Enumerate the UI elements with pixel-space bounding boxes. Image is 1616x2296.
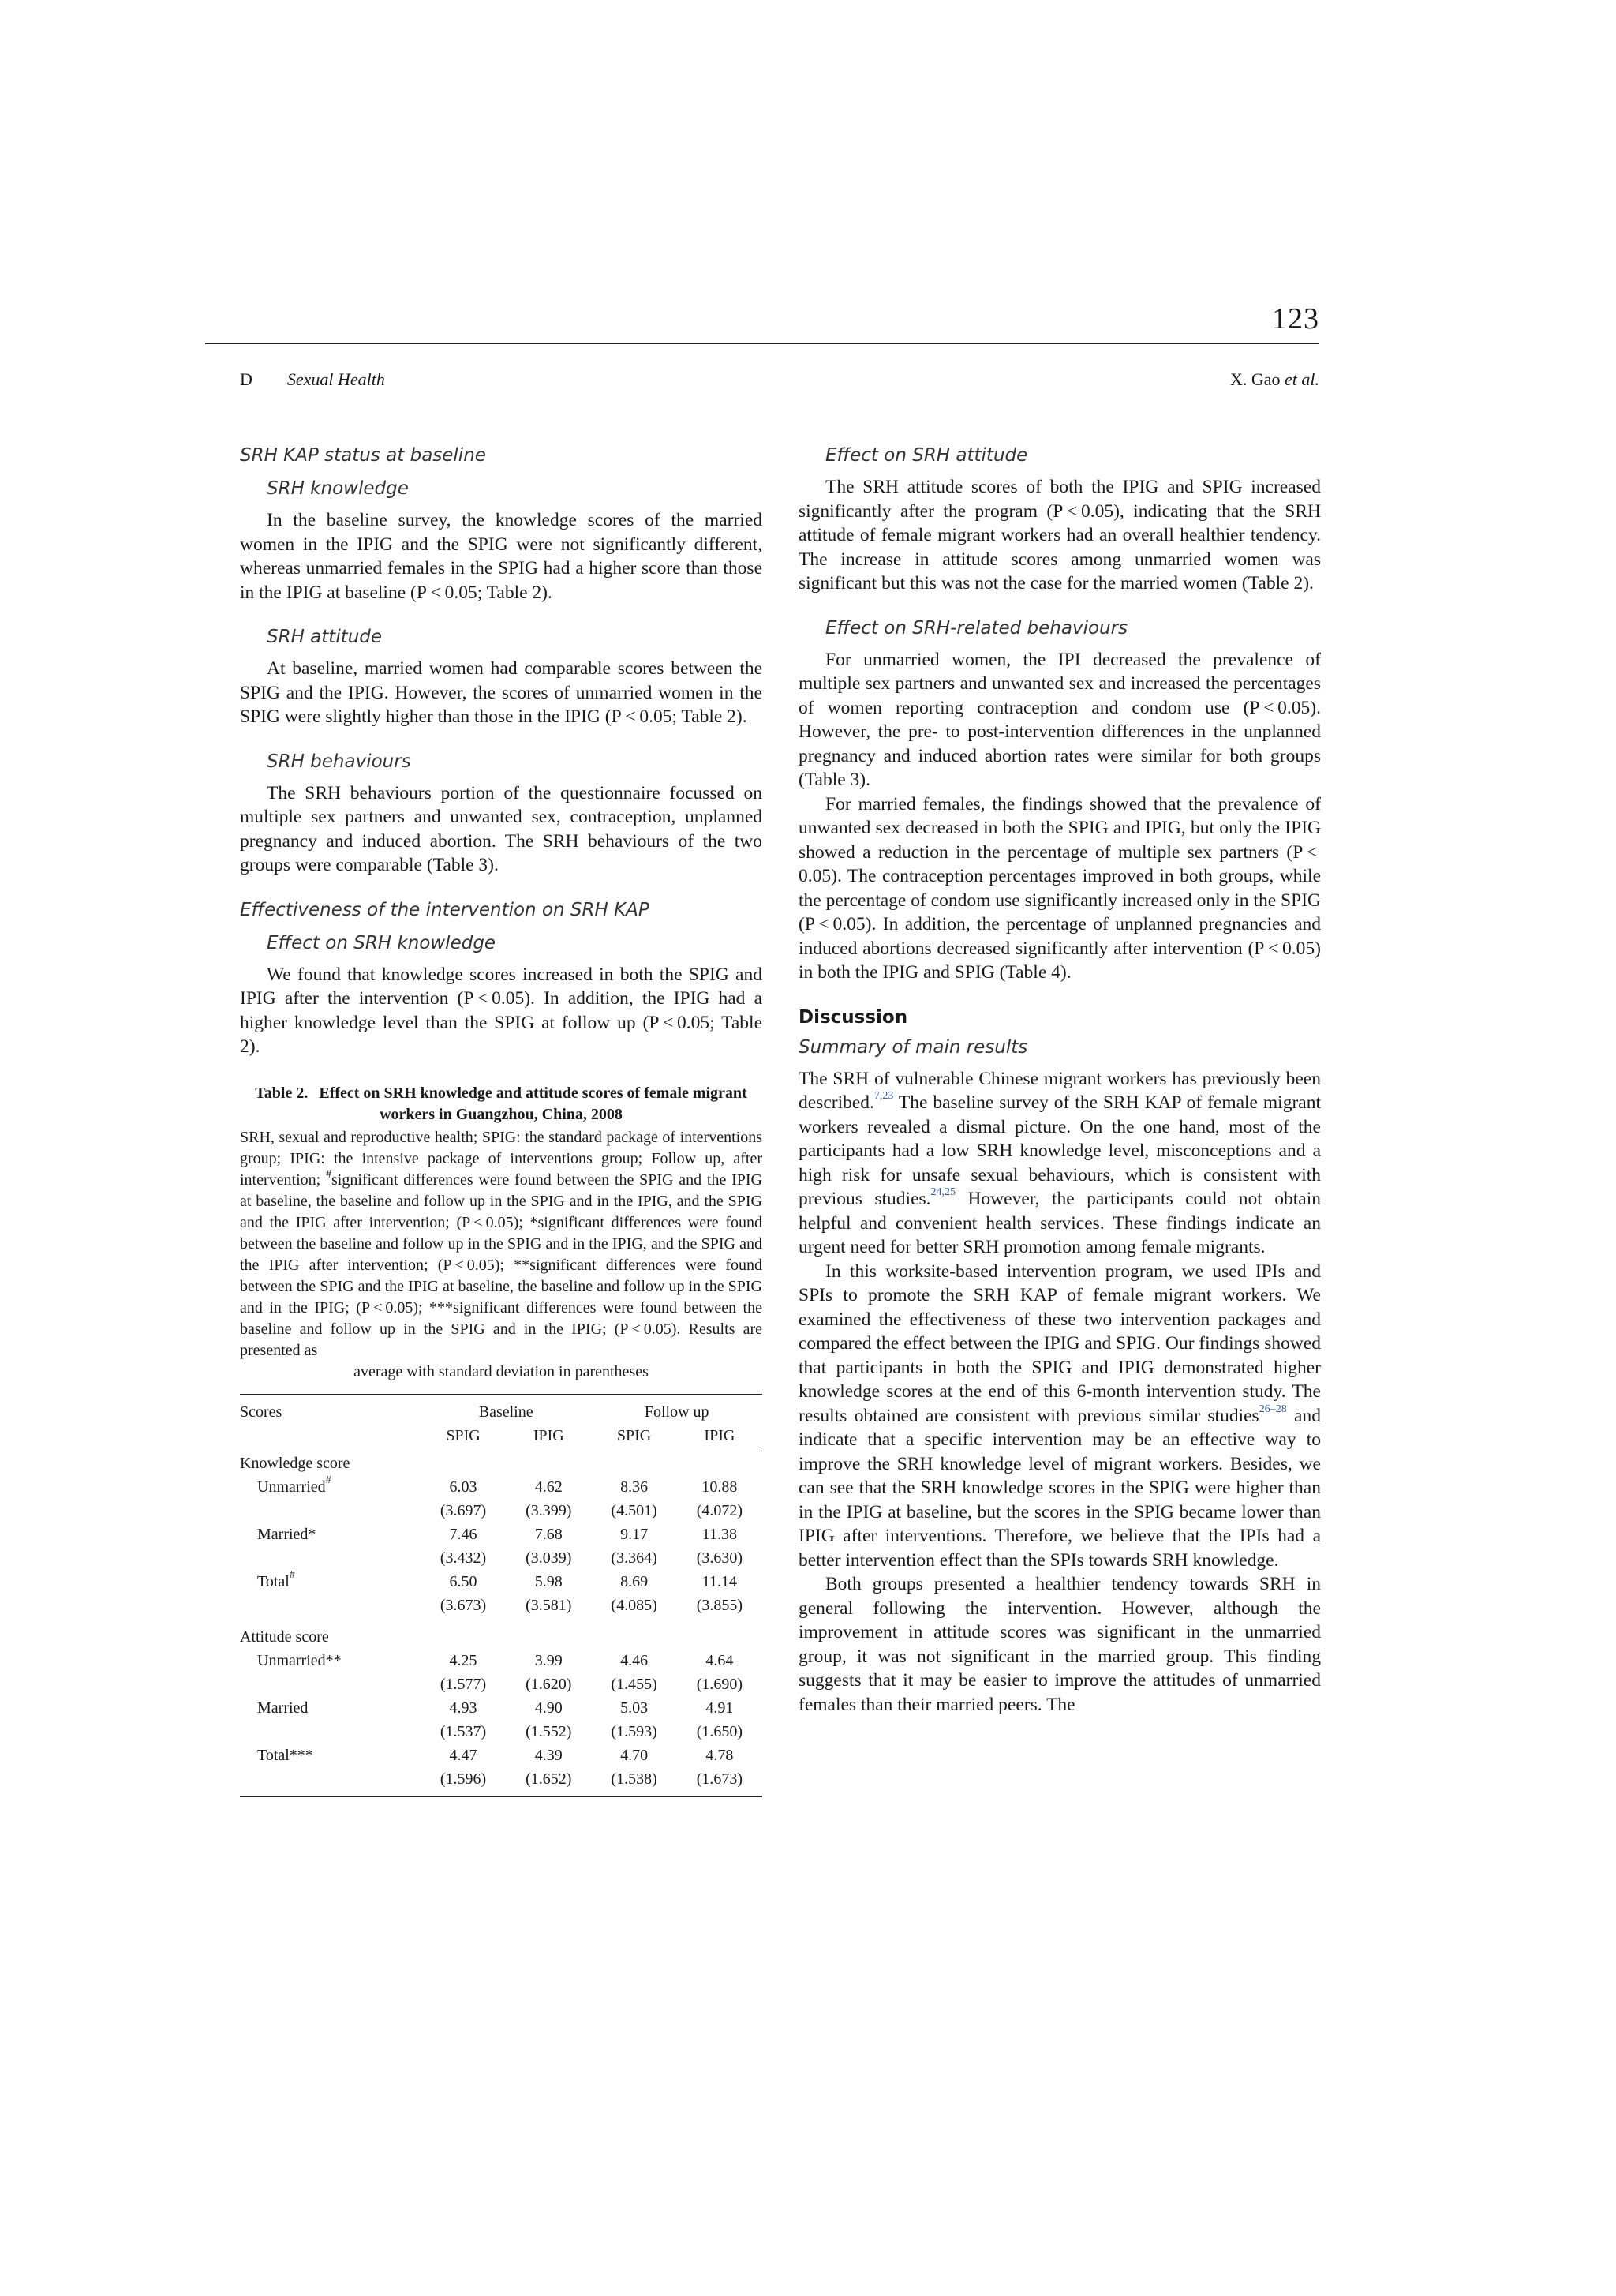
section-heading: Discussion	[799, 1006, 908, 1028]
table-row	[240, 1475, 762, 1499]
column-header: IPIG	[677, 1424, 762, 1451]
paragraph: Both groups presented a healthier tendency towards SRH in general following the intervention. However, although the improvement in attitude scores was significant in the unmarried group, it was not significant in the married group. This finding suggests that it may be easier to improve the attitudes of unmarried females than their married peers. The	[799, 1574, 1321, 1715]
table-cell-sd: (3.039)	[526, 1549, 572, 1567]
row-label-text: Total***	[257, 1746, 313, 1764]
row-label-text: Unmarried**	[257, 1651, 342, 1669]
empty-cell	[240, 1499, 421, 1523]
table-cell-sd: (3.855)	[696, 1596, 743, 1614]
table-row	[240, 1570, 762, 1594]
table-cell-value: 9.17	[620, 1525, 649, 1543]
author-suffix: et al.	[1285, 369, 1319, 389]
table-cell-value: 7.68	[534, 1525, 563, 1543]
table-row-sd	[240, 1594, 762, 1617]
paragraph: The SRH behaviours portion of the questionnaire focussed on multiple sex partners and unwanted sex, contraception, unplanned pregnancy and induced abortion. The SRH behaviours of the two groups were comparable (Table 3).	[240, 782, 762, 875]
paragraph: In this worksite-based intervention program, we used IPIs and SPIs to promote the SRH KAP of female migrant workers. We examined the effectiveness of these two intervention packages and compared the effect between the IPIG and SPIG. Our findings showed that participants in both the SPIG and IPIG demonstrated higher knowledge scores at the end of this 6-month intervention study. The results obtained are consistent with previous similar studies$^{26-28}$ and indicate that a specific intervention may be an effective way to improve the SRH knowledge level of migrant workers. Besides, we can see that the SRH knowledge scores in the SPIG were higher than in the IPIG at baseline, but the scores in the SPIG became lower than IPIG after interventions. Therefore, we believe that the IPIs had a better intervention effect than the SPIs towards SRH knowledge.	[799, 1260, 1321, 1571]
row-label	[240, 1649, 421, 1672]
table-cell-value: 8.69	[620, 1572, 649, 1590]
table-cell-sd: (1.650)	[696, 1722, 743, 1740]
table-cell-sd: (3.399)	[526, 1501, 572, 1519]
table-row	[240, 1649, 762, 1672]
paragraph: We found that knowledge scores increased in both the SPIG and IPIG after the intervention (P < 0.05). In addition, the IPIG had a higher knowledge level than the SPIG at follow up (P < 0.05; Table 2).	[240, 964, 762, 1057]
table-cell-sd: (1.455)	[611, 1675, 657, 1693]
column-header: SPIG	[421, 1424, 506, 1451]
paragraph: For married females, the findings showed that the prevalence of unwanted sex decreased in both the SPIG and IPIG, but only the IPIG showed a reduction in the percentage of multiple sex partners (P < 0.05). The contraception percentages improved in both groups, while the percentage of condom use significantly increased only in the SPIG (P < 0.05). In addition, the percentage of unplanned pregnancies and induced abortions decreased significantly after intervention (P < 0.05) in both the IPIG and SPIG (Table 4).	[799, 793, 1321, 983]
table-row	[240, 1744, 762, 1767]
row-label-text: Total	[257, 1572, 290, 1590]
row-label	[240, 1570, 421, 1594]
paragraph: The SRH attitude scores of both the IPIG and SPIG increased significantly after the program (P < 0.05), indicating that the SRH attitude of female migrant workers had an overall healthier tendency. The increase in attitude scores among unmarried women was significant but this was not the case for the married women (Table 2).	[799, 477, 1321, 594]
table-cell-value: 4.70	[620, 1746, 649, 1764]
section-heading: SRH KAP status at baseline	[240, 445, 486, 466]
citation[interactable]: 24,25	[930, 1186, 956, 1198]
table-row-sd	[240, 1499, 762, 1523]
table-cell-sd: (3.673)	[440, 1596, 487, 1614]
table-cell-sd: (3.432)	[440, 1549, 487, 1567]
table-cell-value: 4.64	[705, 1651, 734, 1669]
table-cell-sd: (4.085)	[611, 1596, 657, 1614]
table-cell-value: 4.46	[620, 1651, 649, 1669]
row-label-text: Unmarried	[257, 1478, 326, 1496]
row-label	[240, 1744, 421, 1767]
row-label	[240, 1475, 421, 1499]
table-cell-value: 4.25	[449, 1651, 477, 1669]
subsection-heading: Effect on SRH knowledge	[267, 932, 496, 953]
table-row-sd	[240, 1767, 762, 1796]
table-cell-value: 4.47	[449, 1746, 477, 1764]
table-body	[240, 1451, 762, 1796]
running-head	[240, 369, 1319, 390]
empty-cell	[240, 1672, 421, 1696]
running-head-right	[1230, 369, 1319, 390]
row-mark: #	[289, 1568, 295, 1581]
table-cell-sd: (1.593)	[611, 1722, 657, 1740]
table-cell-sd: (3.630)	[696, 1549, 743, 1567]
subsection-heading: Effect on SRH-related behaviours	[825, 617, 1128, 639]
table-cell-value: 4.78	[705, 1746, 734, 1764]
column-group-header: Follow up	[591, 1395, 762, 1424]
citation[interactable]: 7,23	[873, 1090, 894, 1102]
table-cell-value: 10.88	[701, 1478, 738, 1496]
subsection-heading: SRH behaviours	[267, 751, 411, 772]
table-title: Table 2. Effect on SRH knowledge and attitude scores of female migrant workers in Guangzhou, China, 2008	[255, 1084, 747, 1123]
table-cell-value: 8.36	[620, 1478, 649, 1496]
table-notes: SRH, sexual and reproductive health; SPIG: the standard package of interventions group; IPIG: the intensive package of interventions group; Follow up, after intervention; #significant differences were found between the SPIG and the IPIG at baseline, the baseline and follow up in the SPIG and in the IPIG, and the SPIG and the IPIG after intervention; (P < 0.05); *significant differences were found between the baseline and follow up in the SPIG and in the IPIG, and the SPIG and the IPIG after intervention; (P < 0.05); **significant differences were found between the SPIG and the IPIG at baseline, the baseline and follow up in the SPIG and in the IPIG; (P < 0.05); ***significant differences were found between the baseline and follow up in the SPIG and in the IPIG; (P < 0.05). Results are presented as	[240, 1128, 762, 1359]
empty-cell	[240, 1720, 421, 1744]
table-row-sd	[240, 1720, 762, 1744]
table-cell-sd: (3.364)	[611, 1549, 657, 1567]
table-row-sd	[240, 1546, 762, 1570]
table-cell-value: 11.14	[701, 1572, 737, 1590]
results-table	[240, 1394, 762, 1797]
table-cell-value: 6.03	[449, 1478, 477, 1496]
row-label-text: Married	[257, 1699, 309, 1717]
table-cell-value: 11.38	[701, 1525, 737, 1543]
table-cell-sd: (1.690)	[696, 1675, 743, 1693]
table-cell-sd: (3.697)	[440, 1501, 487, 1519]
table-cell-sd: (4.501)	[611, 1501, 657, 1519]
table-cell-value: 5.03	[620, 1699, 649, 1717]
row-group-label: Attitude score	[240, 1627, 329, 1646]
table-cell-value: 7.46	[449, 1525, 477, 1543]
table-cell-sd: (1.596)	[421, 1767, 506, 1796]
row-group-label: Knowledge score	[240, 1454, 350, 1472]
row-label	[240, 1696, 421, 1720]
column-header: Scores	[240, 1395, 421, 1424]
row-label-text: Married*	[257, 1525, 316, 1543]
table-row	[240, 1523, 762, 1546]
paragraph: For unmarried women, the IPI decreased the prevalence of multiple sex partners and unwanted sex and increased the percentages of women reporting contraception and condom use (P < 0.05). However, the pre- to post-intervention differences in the unplanned pregnancy and induced abortion rates were similar for both groups (Table 3).	[799, 649, 1321, 790]
paragraph: The SRH of vulnerable Chinese migrant workers has previously been described.$^{7,23}$ The baseline survey of the SRH KAP of female migrant workers revealed a dismal picture. On the one hand, most of the participants had a low SRH knowledge level, misconceptions and a high risk for unsafe sexual behaviours, which is consistent with previous studies.$^{24,25}$ However, the participants could not obtain helpful and convenient health services. These findings indicate an urgent need for better SRH promotion among female migrants.	[799, 1068, 1321, 1257]
table-row	[240, 1696, 762, 1720]
subsection-heading: Effect on SRH attitude	[825, 445, 1028, 466]
table-cell-value: 4.62	[534, 1478, 563, 1496]
row-mark: #	[325, 1474, 331, 1486]
table-notes-end: average with standard deviation in parentheses	[354, 1362, 649, 1380]
table-cell-sd: (1.652)	[506, 1767, 591, 1796]
top-rule	[205, 343, 1319, 344]
column-header: IPIG	[506, 1424, 591, 1451]
table-cell-value: 4.93	[449, 1699, 477, 1717]
paragraph: In the baseline survey, the knowledge scores of the married women in the IPIG and the SPIG were not significantly different, whereas unmarried females in the SPIG had a higher score than those in the IPIG at baseline (P < 0.05; Table 2).	[240, 510, 762, 603]
empty-cell	[240, 1767, 421, 1796]
right-column	[799, 442, 1321, 1717]
table-cell-value: 4.90	[534, 1699, 563, 1717]
column-header: SPIG	[591, 1424, 676, 1451]
page-number: 123	[1272, 302, 1319, 335]
subsection-heading: Summary of main results	[799, 1036, 1028, 1058]
table-cell-value: 6.50	[449, 1572, 477, 1590]
table-cell-sd: (1.673)	[677, 1767, 762, 1796]
section-heading: Effectiveness of the intervention on SRH KAP	[240, 899, 649, 920]
subsection-heading: SRH knowledge	[267, 478, 409, 499]
column-group-header: Baseline	[421, 1395, 592, 1424]
table-caption	[240, 1083, 762, 1383]
table-cell-sd: (3.581)	[526, 1596, 572, 1614]
table-cell-value: 4.91	[705, 1699, 734, 1717]
left-column	[240, 442, 762, 1797]
table-cell-sd: (1.552)	[526, 1722, 572, 1740]
running-head-left	[240, 369, 385, 390]
table-cell-value: 3.99	[534, 1651, 563, 1669]
table-cell-value: 5.98	[534, 1572, 563, 1590]
table-cell-sd: (1.538)	[591, 1767, 676, 1796]
table-cell-sd: (1.577)	[440, 1675, 487, 1693]
table-row-sd	[240, 1672, 762, 1696]
paragraph: At baseline, married women had comparable scores between the SPIG and the IPIG. However, the scores of unmarried women in the SPIG were slightly higher than those in the IPIG (P < 0.05; Table 2).	[240, 658, 762, 727]
subsection-heading: SRH attitude	[267, 627, 383, 647]
table-cell-sd: (4.072)	[696, 1501, 743, 1519]
table-cell-sd: (1.537)	[440, 1722, 487, 1740]
table-cell-value: 4.39	[534, 1746, 563, 1764]
citation[interactable]: 26–28	[1259, 1403, 1287, 1415]
empty-cell	[240, 1594, 421, 1617]
row-label	[240, 1523, 421, 1546]
author-name: X. Gao	[1229, 369, 1281, 389]
page-letter: D	[240, 369, 252, 389]
table-cell-sd: (1.620)	[526, 1675, 572, 1693]
journal-name: Sexual Health	[286, 369, 385, 389]
empty-cell	[240, 1546, 421, 1570]
